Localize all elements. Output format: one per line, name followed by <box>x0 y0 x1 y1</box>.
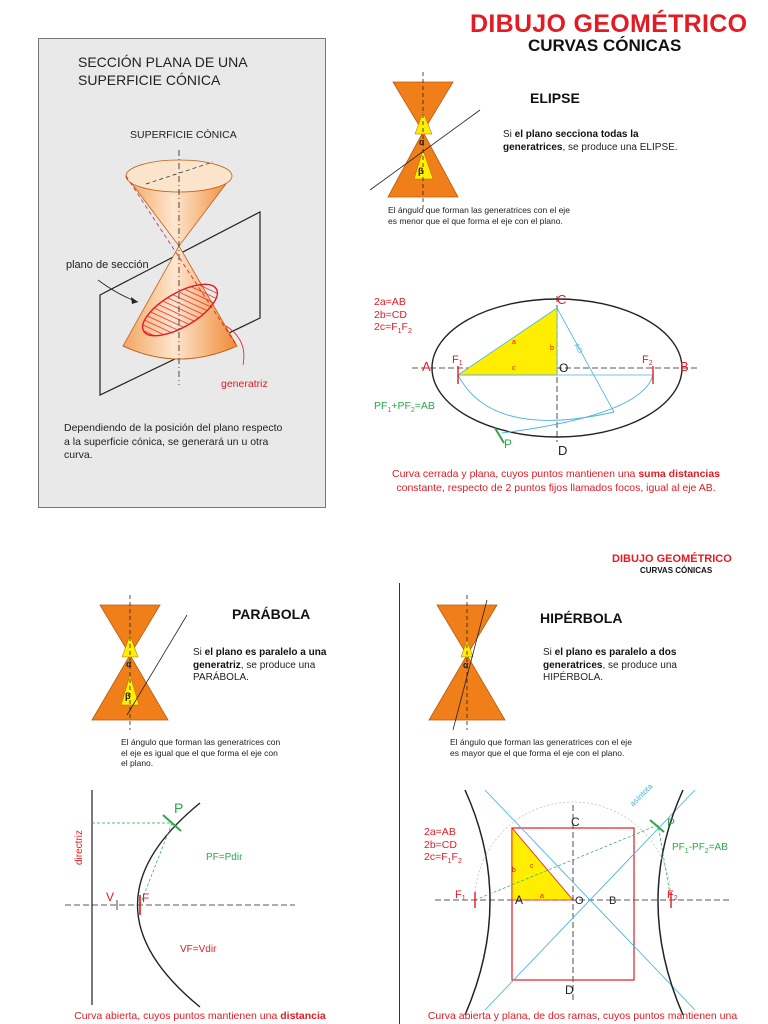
parabola-beta: β <box>125 691 131 701</box>
hyperbola-formulas: 2a=AB 2b=CD $2c=F_1F_2$ <box>424 826 462 866</box>
parabola-diagram <box>60 785 300 1010</box>
ellipse-focus-2: F2 <box>642 354 653 367</box>
hyperbola-description: Si el plano es paralelo a dos generatrices, se produce una HIPÉRBOLA. <box>543 647 677 683</box>
parabola-pf-formula: PF=Pdir <box>206 852 243 863</box>
hyperbola-description-bold: el plano es paralelo a dos generatrices <box>543 647 677 671</box>
column-divider <box>399 583 400 1024</box>
cone-panel-footer <box>64 422 282 463</box>
parabola-definition: Curva abierta, cuyos puntos mantienen una distancia <box>74 1010 326 1022</box>
ellipse-heading: ELIPSE <box>530 90 580 106</box>
hyperbola-alpha: α <box>463 660 469 670</box>
hyperbola-point-a: A <box>515 893 524 907</box>
ellipse-description-bold: el plano secciona todas la generatrices <box>503 129 639 153</box>
directrix-label: directriz <box>74 829 85 865</box>
page-subtitle: CURVAS CÓNICAS <box>528 36 682 55</box>
parabola-vf-formula: VF=Vdir <box>180 944 217 955</box>
hyperbola-focus-1: F1 <box>455 889 466 902</box>
hyperbola-point-p: P <box>667 816 676 830</box>
parabola-alpha: α <box>126 659 132 669</box>
ellipse-segment-a: a <box>512 339 516 346</box>
hyperbola-diff-formula: $PF_1-PF_2=AB$ <box>672 842 728 855</box>
surface-label: SUPERFICIE CÓNICA <box>130 129 237 141</box>
cone-footer-line2: a la superficie cónica, se generará un u otra <box>64 435 269 448</box>
beta-symbol: β <box>418 166 424 176</box>
hyperbola-segment-a: a <box>540 893 544 900</box>
alpha-symbol: α <box>419 137 425 147</box>
parabola-cone-icon <box>72 595 202 730</box>
ellipse-definition-bold: suma distancias <box>638 468 721 480</box>
ellipse-definition: Curva cerrada y plana, cuyos puntos mantienen una suma distancias constante, respecto de 2 puntos fijos llamados focos, igual al eje AB. <box>391 468 721 494</box>
hyperbola-point-d: D <box>565 983 574 997</box>
cone-panel-title-line1: SECCIÓN PLANA DE UNA <box>78 54 248 70</box>
hyperbola-segment-b: b <box>512 867 516 874</box>
cone-panel-title <box>78 53 248 89</box>
parabola-vertex-v: V <box>106 890 115 904</box>
ellipse-point-a: A <box>422 359 431 374</box>
hyperbola-segment-c: c <box>530 863 534 870</box>
ellipse-segment-c: c <box>512 365 516 372</box>
hyperbola-triangle <box>512 828 573 900</box>
plane-label: plano de sección <box>66 259 149 271</box>
small-page-title: DIBUJO GEOMÉTRICO <box>612 553 732 565</box>
parabola-point-p: P <box>174 800 184 816</box>
generatrix-label: generatriz <box>221 378 268 390</box>
ellipse-point-p: P <box>504 437 513 451</box>
ellipse-angle-note: El ángulo que forman las generatrices con el eje es menor que el que forma el eje con el plano. <box>388 205 570 226</box>
parabola-definition-bold: distancia <box>280 1010 326 1022</box>
ellipse-segment-ao: AO <box>572 342 584 355</box>
parabola-heading: PARÁBOLA <box>232 606 311 622</box>
hyperbola-point-c: C <box>571 815 580 829</box>
asymptote-label: asíntota <box>628 781 655 809</box>
hyperbola-point-o: O <box>575 895 584 907</box>
page-title: DIBUJO GEOMÉTRICO <box>470 10 748 38</box>
hyperbola-definition: Curva abierta y plana, de dos ramas, cuyos puntos mantienen una <box>427 1010 738 1022</box>
hyperbola-cone-icon <box>405 595 535 730</box>
ellipse-point-d: D <box>558 443 568 458</box>
hyperbola-heading: HIPÉRBOLA <box>540 610 623 626</box>
ellipse-triangle <box>458 308 557 375</box>
parabola-description-bold: el plano es paralelo a una generatriz <box>193 647 327 671</box>
ellipse-formulas: 2a=AB 2b=CD $2c=F_1F_2$ <box>374 296 412 336</box>
hyperbola-branch-left <box>465 790 490 1015</box>
cone-section-diagram <box>38 150 324 400</box>
ellipse-segment-b: b <box>550 345 554 352</box>
hyperbola-point-b: B <box>609 895 617 907</box>
parabola-description: Si el plano es paralelo a una generatriz, se produce una PARÁBOLA. <box>193 647 327 683</box>
ellipse-point-b: B <box>680 359 689 374</box>
ellipse-point-c: C <box>557 292 567 307</box>
cone-footer-line1: Dependiendo de la posición del plano respecto <box>64 422 283 434</box>
ellipse-description: Si el plano secciona todas la generatrices, se produce una ELIPSE. <box>503 129 678 153</box>
hyperbola-focus-2: F2 <box>667 889 678 902</box>
ellipse-sum-formula: $PF_1+PF_2=AB$ <box>374 400 435 415</box>
cone-footer-line3: curva. <box>64 449 93 461</box>
hyperbola-angle-note: El ángulo que forman las generatrices con el eje es mayor que el que forma el eje con el plano. <box>450 737 632 758</box>
small-page-subtitle: CURVAS CÓNICAS <box>640 566 713 575</box>
ellipse-cone-icon <box>360 72 490 212</box>
ellipse-focus-1: F1 <box>452 354 463 367</box>
cone-panel-title-line2: SUPERFICIE CÓNICA <box>78 72 221 88</box>
parabola-angle-note: El ángulo que forman las generatrices con el eje es igual que el que forma el eje con el plano. <box>121 737 281 768</box>
parabola-focus-f: F <box>142 891 150 905</box>
ellipse-point-o: O <box>559 361 569 375</box>
hyperbola-diagram <box>405 780 765 1024</box>
ellipse-diagram <box>362 290 702 460</box>
